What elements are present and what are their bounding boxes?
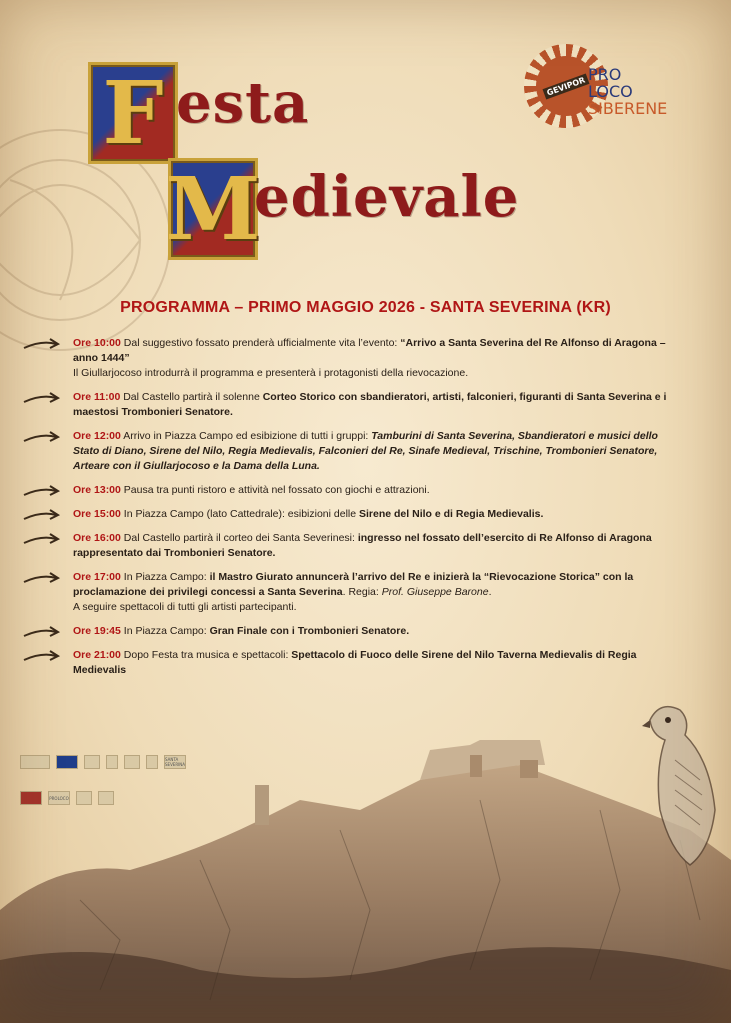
program-desc: Arrivo in Piazza Campo ed esibizione di tutti i gruppi: <box>120 430 372 442</box>
program-text <box>73 507 682 522</box>
arrow-icon <box>22 531 62 547</box>
logo-text <box>588 66 667 117</box>
program-highlight: ingresso nel fossato dell’esercito di Re Alfonso di Aragona rappresentato dai Trombonieri Senatore. <box>73 532 652 559</box>
arrow-icon <box>22 336 62 352</box>
program-time: Ore 16:00 <box>73 532 121 544</box>
program-desc: Dal suggestivo fossato prenderà ufficialmente vita l’evento: <box>120 337 401 349</box>
program-item-1000 <box>22 336 682 381</box>
program-highlight: Sirene del Nilo e di Regia Medievalis. <box>359 508 544 520</box>
program-time: Ore 15:00 <box>73 508 121 520</box>
program-time: Ore 12:00 <box>73 430 121 442</box>
arrow-icon <box>22 507 62 523</box>
logo-text-loco: LOCO <box>588 82 633 101</box>
program-desc: In Piazza Campo (lato Cattedrale): esibizioni delle <box>120 508 359 520</box>
program-text <box>73 336 682 381</box>
pro-loco-logo <box>524 44 684 134</box>
program-list <box>22 336 682 687</box>
santa-severina-logo: SANTA SEVERINA <box>165 757 186 767</box>
program-text <box>73 570 682 615</box>
program-time: Ore 13:00 <box>73 484 121 496</box>
program-item-1945 <box>22 624 682 639</box>
program-item-1500 <box>22 507 682 522</box>
program-desc: Il Giullarjocoso introdurrà il programma e presenterà i protagonisti della rievocazione. <box>73 367 469 379</box>
illuminated-initial-m <box>165 158 261 260</box>
program-item-1700 <box>22 570 682 615</box>
program-highlight: Corteo Storico con sbandieratori, artisti, falconieri, figuranti di Santa Severina e i maestosi Trombonieri Senatore. <box>73 391 667 418</box>
program-desc: Pausa tra punti ristoro e attività nel fossato con giochi e attrazioni. <box>120 484 430 496</box>
program-item-1300 <box>22 483 682 498</box>
program-heading: PROGRAMMA – PRIMO MAGGIO 2026 - SANTA SEVERINA (KR) <box>120 299 611 316</box>
program-desc: . <box>488 586 492 598</box>
logo-badge: GEVIPOR <box>542 73 589 99</box>
arrow-icon <box>22 648 62 664</box>
program-highlight: Gran Finale con i Trombonieri Senatore. <box>209 625 410 637</box>
program-desc: Dopo Festa tra musica e spettacoli: <box>120 649 292 661</box>
falcon-illustration <box>630 700 731 870</box>
program-item-1100 <box>22 390 682 420</box>
program-highlight: Spettacolo di Fuoco delle Sirene del Nilo Taverna Medievalis di Regia Medievalis <box>73 649 637 676</box>
title-word-esta: esta <box>176 70 310 136</box>
program-time: Ore 17:00 <box>73 571 121 583</box>
festival-title <box>88 62 520 272</box>
program-desc: In Piazza Campo: <box>120 571 210 583</box>
program-text <box>73 624 682 639</box>
logo-text-pro: PRO <box>588 65 622 84</box>
initial-f-letter: F <box>102 62 164 164</box>
program-text <box>73 531 682 561</box>
arrow-icon <box>22 483 62 499</box>
arrow-icon <box>22 570 62 586</box>
program-highlight: Tamburini di Santa Severina, Sbandieratori e musici dello Stato di Diano, Sirene del Nilo, Regia Medievalis, Falconieri del Re, Sinafe Medieval, Trischine, Trombonieri Senatore, Arteare con il Giullarjocoso e la Dama della Luna. <box>73 430 658 472</box>
illuminated-initial-f <box>88 62 178 164</box>
program-time: Ore 10:00 <box>73 337 121 349</box>
program-director: Prof. Giuseppe Barone <box>381 586 489 598</box>
program-desc: Dal Castello partirà il corteo dei Santa Severinesi: <box>120 532 358 544</box>
program-item-1200 <box>22 429 682 474</box>
program-time: Ore 11:00 <box>73 391 121 403</box>
castle-landscape-illustration <box>0 740 731 1023</box>
program-desc: A seguire spettacoli di tutti gli artisti partecipanti. <box>73 601 297 613</box>
arrow-icon <box>22 429 62 445</box>
program-desc: . Regia: <box>342 586 382 598</box>
program-desc: In Piazza Campo: <box>120 625 210 637</box>
program-text <box>73 648 682 678</box>
program-highlight: “Arrivo a Santa Severina del Re Alfonso di Aragona – anno 1444” <box>73 337 666 364</box>
logo-inner-circle <box>536 56 596 116</box>
program-text <box>73 390 682 420</box>
program-time: Ore 21:00 <box>73 649 121 661</box>
program-item-1600 <box>22 531 682 561</box>
logo-text-siberene: SIBERENE <box>588 99 668 118</box>
program-time: Ore 19:45 <box>73 625 121 637</box>
program-text <box>73 429 682 474</box>
program-desc: Dal Castello partirà il solenne <box>120 391 263 403</box>
program-item-2100 <box>22 648 682 678</box>
arrow-icon <box>22 624 62 640</box>
title-word-edievale: edievale <box>254 164 520 230</box>
initial-m-letter: M <box>165 158 261 260</box>
arrow-icon <box>22 390 62 406</box>
program-text <box>73 483 682 498</box>
proloco-logo: PROLOCO <box>48 791 70 805</box>
program-highlight: il Mastro Giurato annuncerà l’arrivo del Re e inizierà la “Rievocazione Storica” con la proclamazione dei privilegi concessi a Santa Severina <box>73 571 634 598</box>
